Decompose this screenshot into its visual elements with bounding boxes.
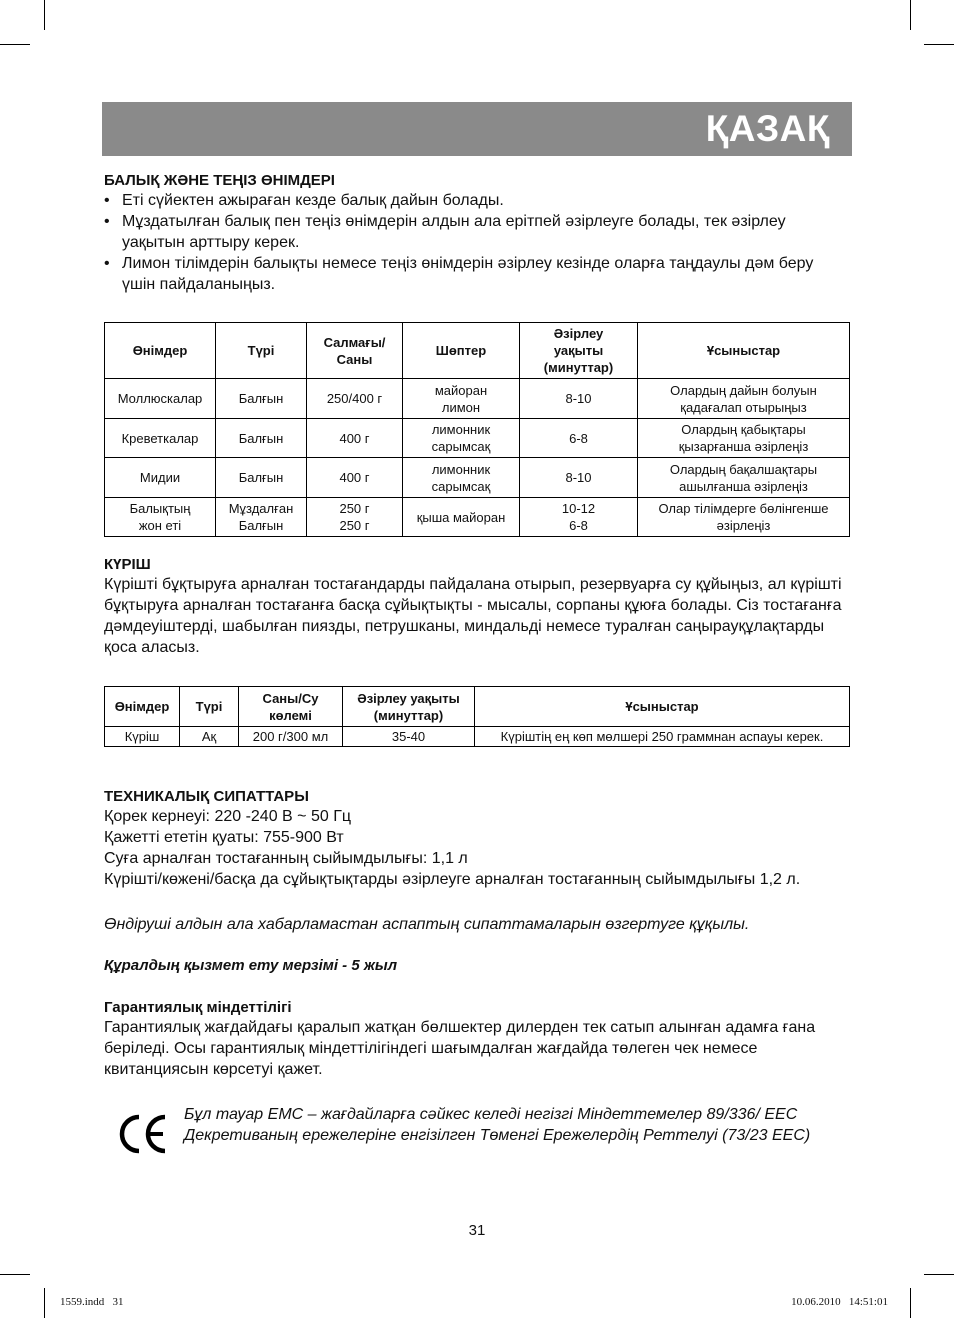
table-cell: Ақ bbox=[180, 727, 239, 747]
table-cell: Олардың қабықтары қызарғанша әзірлеңіз bbox=[638, 419, 850, 458]
table-header-cell: Шөптер bbox=[403, 323, 520, 379]
rice-text: Күрішті бұқтыруға арналған тостағандарды пайдалана отырып, резервуарға су құйыңыз, ал күрішті бұқтыруға арналған тостағанға басқа сұйықтықты - мысалы, сорпаны құюға болады. Сіз тостағанға дәмдеуіштерді, шабылған пиязды, петрушканы, миндальді немесе туралған саңырауқұлақтарды қоса аласыз. bbox=[104, 576, 842, 656]
table-cell: лимонник сарымсақ bbox=[403, 458, 520, 498]
rice-table bbox=[104, 686, 850, 747]
table-row bbox=[105, 727, 850, 747]
table-row bbox=[105, 458, 850, 498]
table-header-cell: Салмағы/ Саны bbox=[307, 323, 403, 379]
table-cell: 35-40 bbox=[343, 727, 475, 747]
spec-line: Қажетті ететін қуаты: 755-900 Вт bbox=[104, 829, 344, 846]
table-cell: қыша майоран bbox=[403, 498, 520, 537]
language-title: ҚАЗАҚ bbox=[705, 108, 830, 149]
crop-mark bbox=[924, 44, 954, 45]
table-cell: 400 г bbox=[307, 419, 403, 458]
table-header-cell: Өнімдер bbox=[105, 687, 180, 727]
service-life: Құралдың қызмет ету мерзімі - 5 жыл bbox=[104, 957, 398, 974]
page-number: 31 bbox=[468, 1222, 486, 1239]
table-cell: Балғын bbox=[216, 458, 307, 498]
spec-line: Суға арналған тостағанның сыйымдылығы: 1,1 л bbox=[104, 850, 468, 867]
rice-heading: КҮРІШ bbox=[104, 556, 151, 573]
crop-mark bbox=[44, 1288, 45, 1318]
table-header-cell: Ұсыныстар bbox=[475, 687, 850, 727]
table-cell: Мидии bbox=[105, 458, 216, 498]
table-header-cell: Түрі bbox=[180, 687, 239, 727]
table-cell: Креветкалар bbox=[105, 419, 216, 458]
rice-table-wrap bbox=[104, 686, 850, 747]
fish-section bbox=[104, 172, 850, 295]
table-header-cell: Әзірлеу уақыты (минуттар) bbox=[520, 323, 638, 379]
crop-mark bbox=[910, 1288, 911, 1318]
crop-mark bbox=[910, 0, 911, 30]
warranty-section bbox=[104, 999, 850, 1080]
table-header-cell: Саны/Су көлемі bbox=[239, 687, 343, 727]
fish-table bbox=[104, 322, 850, 537]
table-cell: Балғын bbox=[216, 419, 307, 458]
ce-mark-icon bbox=[118, 1113, 170, 1155]
table-cell: Балықтың жон еті bbox=[105, 498, 216, 537]
table-row bbox=[105, 379, 850, 419]
footer-datetime: 10.06.2010 14:51:01 bbox=[791, 1296, 888, 1308]
table-header-cell: Ұсыныстар bbox=[638, 323, 850, 379]
table-cell: Мұздалған Балғын bbox=[216, 498, 307, 537]
table-cell: 8-10 bbox=[520, 458, 638, 498]
table-header-row bbox=[105, 687, 850, 727]
footer-file: 1559.indd 31 bbox=[60, 1296, 124, 1308]
fish-bullet-list bbox=[104, 190, 850, 295]
table-header-cell: Түрі bbox=[216, 323, 307, 379]
list-item: • Еті сүйектен ажыраған кезде балық дайын болады. bbox=[104, 190, 850, 211]
table-header-row bbox=[105, 323, 850, 379]
spec-line: Күрішті/көжені/басқа да сұйықтықтарды әзірлеуге арналған тостағанның сыйымдылығы 1,2 л. bbox=[104, 871, 801, 888]
table-cell: майоран лимон bbox=[403, 379, 520, 419]
table-cell: Күріш bbox=[105, 727, 180, 747]
table-header-cell: Өнімдер bbox=[105, 323, 216, 379]
table-cell: Күріштің ең көп мөлшері 250 граммнан аспауы керек. bbox=[475, 727, 850, 747]
fish-table-wrap bbox=[104, 322, 850, 537]
table-header-cell: Әзірлеу уақыты (минуттар) bbox=[343, 687, 475, 727]
list-item: • Мұздатылған балық пен теңіз өнімдерін алдын ала ерітпей әзірлеуге болады, тек әзірлеу уақытын арттыру керек. bbox=[104, 211, 850, 253]
list-item: • Лимон тілімдерін балықты немесе теңіз өнімдерін әзірлеу кезінде оларға таңдаулы дәм беру үшін пайдаланыңыз. bbox=[104, 253, 850, 295]
language-banner bbox=[102, 102, 852, 156]
table-cell: Балғын bbox=[216, 379, 307, 419]
crop-mark bbox=[0, 44, 30, 45]
table-cell: лимонник сарымсақ bbox=[403, 419, 520, 458]
table-cell: 250 г 250 г bbox=[307, 498, 403, 537]
table-cell: 250/400 г bbox=[307, 379, 403, 419]
table-cell: Олардың бақалшақтары ашылғанша әзірлеңіз bbox=[638, 458, 850, 498]
warranty-heading: Гарантиялық міндеттілігі bbox=[104, 999, 292, 1016]
rice-section bbox=[104, 556, 850, 658]
spec-line: Қорек кернеуі: 220 -240 В ~ 50 Гц bbox=[104, 808, 352, 825]
crop-mark bbox=[0, 1274, 30, 1275]
table-cell: Моллюскалар bbox=[105, 379, 216, 419]
table-cell: 200 г/300 мл bbox=[239, 727, 343, 747]
crop-mark bbox=[44, 0, 45, 30]
fish-heading: БАЛЫҚ ЖӘНЕ ТЕҢІЗ ӨНІМДЕРІ bbox=[104, 172, 335, 189]
crop-mark bbox=[924, 1274, 954, 1275]
table-row bbox=[105, 419, 850, 458]
table-cell: 10-12 6-8 bbox=[520, 498, 638, 537]
table-cell: Олар тілімдерге бөлінгенше әзірлеңіз bbox=[638, 498, 850, 537]
specs-section bbox=[104, 788, 850, 890]
manufacturer-notice: Өндіруші алдын ала хабарламастан аспаптың сипаттамаларын өзгертуге құқылы. bbox=[104, 916, 750, 933]
table-cell: 8-10 bbox=[520, 379, 638, 419]
table-cell: Олардың дайын болуын қадағалап отырыңыз bbox=[638, 379, 850, 419]
table-cell: 6-8 bbox=[520, 419, 638, 458]
table-row bbox=[105, 498, 850, 537]
specs-heading: ТЕХНИКАЛЫҚ СИПАТТАРЫ bbox=[104, 788, 309, 805]
ce-compliance-text: Бұл тауар ЕМС – жағдайларға сәйкес келеді негізгі Міндеттемелер 89/336/ ЕЕС Декретиваның ережелеріне енгізілген Төменгі Ережелердің Реттелуі (73/23 ЕЕС) bbox=[184, 1106, 811, 1144]
warranty-text: Гарантиялық жағдайдағы қаралып жатқан бөлшектер дилерден тек сатып алынған адамға ғана беріледі. Осы гарантиялық міндеттілігіндегі шағымдалған жағдайда төлеген чек немесе квитанциясын көрсетуі қажет. bbox=[104, 1019, 816, 1078]
table-cell: 400 г bbox=[307, 458, 403, 498]
